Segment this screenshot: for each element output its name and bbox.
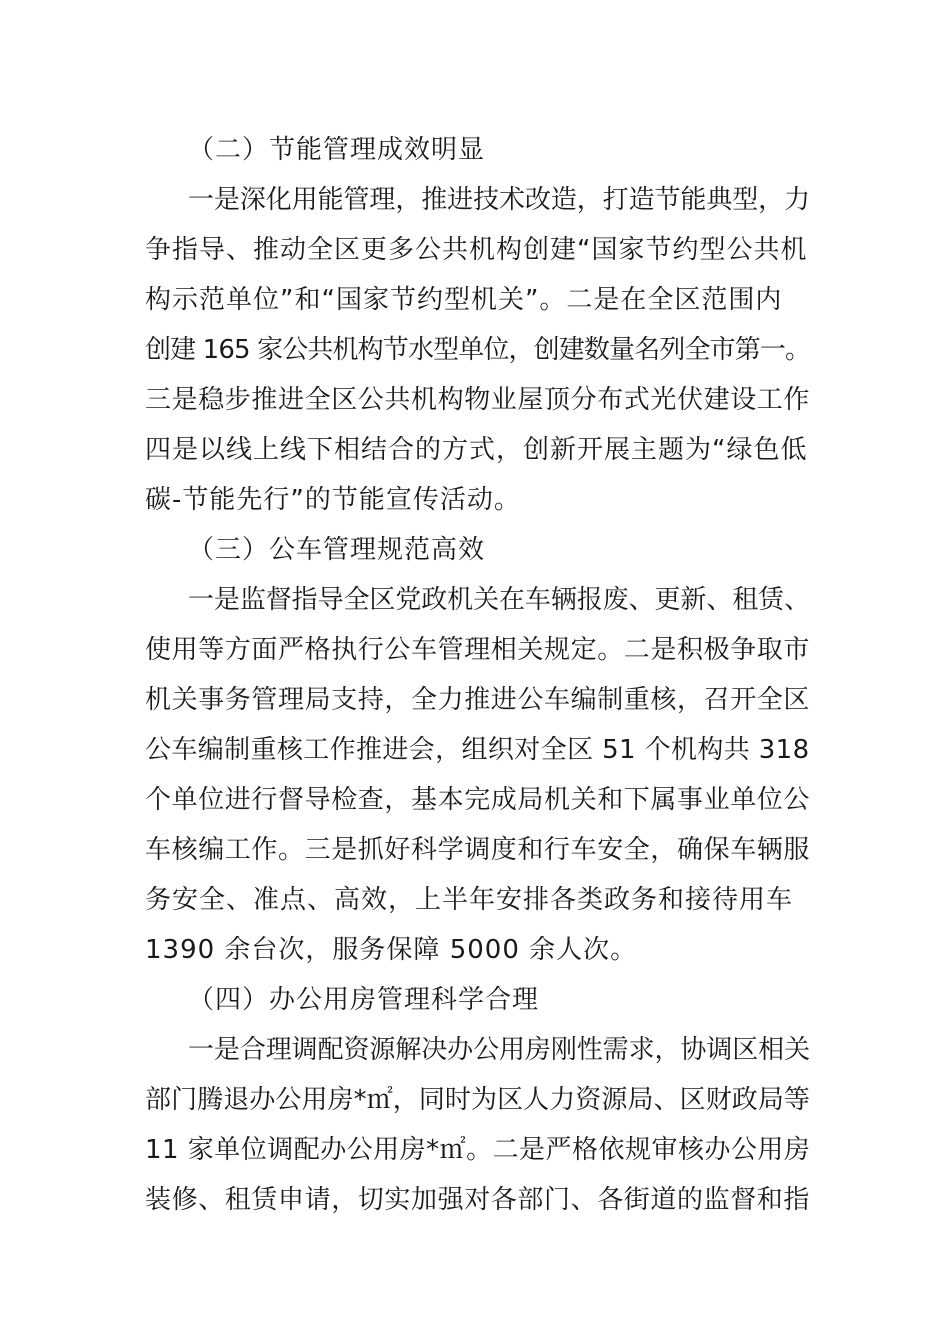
paragraph-line: 一是合理调配资源解决办公用房刚性需求，协调区相关 [188, 1035, 811, 1065]
paragraph-line: 三是稳步推进全区公共机构物业屋顶分布式光伏建设工作 [145, 385, 811, 415]
paragraph-line: 使用等方面严格执行公车管理相关规定。二是积极争取市 [145, 635, 811, 665]
paragraph-line: 个单位进行督导检查，基本完成局机关和下属事业单位公 [145, 785, 811, 815]
paragraph-line: 部门腾退办公用房*㎡，同时为区人力资源局、区财政局等 [145, 1085, 811, 1115]
paragraph-line: 创建 165 家公共机构节水型单位，创建数量名列全市第一。 [145, 335, 811, 365]
paragraph-line: 构示范单位”和“国家节约型机关”。二是在全区范围内 [145, 285, 783, 315]
paragraph-line: 机关事务管理局支持，全力推进公车编制重核，召开全区 [145, 685, 811, 715]
paragraph-line: 公车编制重核工作推进会，组织对全区 51 个机构共 318 [145, 735, 810, 765]
paragraph-line: 四是以线上线下相结合的方式，创新开展主题为“绿色低 [145, 435, 808, 465]
paragraph-line: 争指导、推动全区更多公共机构创建“国家节约型公共机 [145, 235, 808, 265]
paragraph-line: 务安全、准点、高效，上半年安排各类政务和接待用车 [145, 885, 794, 915]
paragraph-line: 一是深化用能管理，推进技术改造，打造节能典型，力 [188, 185, 811, 215]
paragraph-line: 装修、租赁申请，切实加强对各部门、各街道的监督和指 [145, 1185, 811, 1215]
paragraph-line: 11 家单位调配办公用房*㎡。二是严格依规审核办公用房 [145, 1135, 811, 1165]
paragraph-line: 车核编工作。三是抓好科学调度和行车安全，确保车辆服 [145, 835, 811, 865]
paragraph-line: 碳-节能先行”的节能宣传活动。 [145, 485, 521, 515]
section-heading-4: （四）办公用房管理科学合理 [188, 985, 540, 1015]
section-heading-3: （三）公车管理规范高效 [188, 535, 486, 565]
paragraph-line: 1390 余台次，服务保障 5000 余人次。 [145, 935, 638, 965]
paragraph-line: 一是监督指导全区党政机关在车辆报废、更新、租赁、 [188, 585, 811, 615]
section-heading-2: （二）节能管理成效明显 [188, 135, 486, 165]
